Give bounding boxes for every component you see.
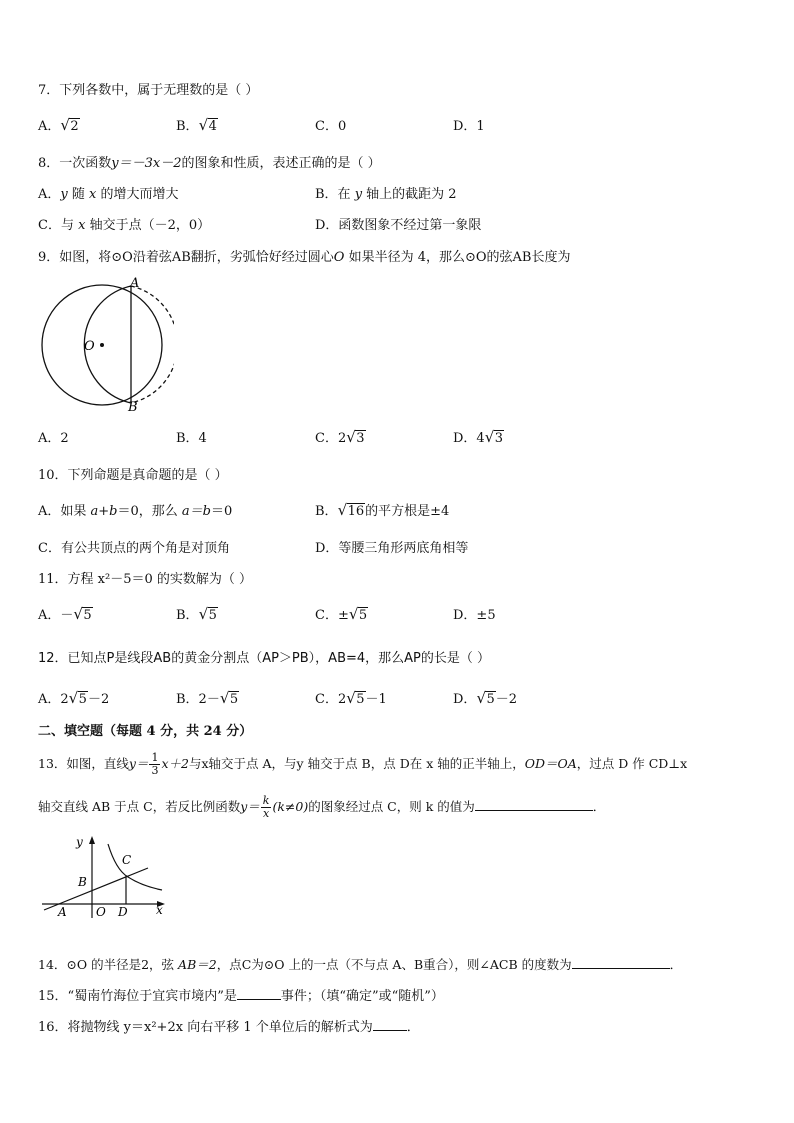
q8-option-c: C．与 x 轴交于点（－2，0） — [38, 218, 211, 233]
q9-label-a: A — [130, 276, 140, 291]
q10-stem: 10．下列命题是真命题的是（ ） — [38, 468, 228, 483]
q13-label-x: x — [156, 903, 163, 917]
q12-stem: 12．已知点P是线段AB的黄金分割点（AP＞PB），AB=4，那么AP的长是（ ） — [38, 651, 491, 666]
q12-option-a: A．2 √ 5－2 — [38, 689, 110, 707]
q8-stem: 8．一次函数y＝－3x－2的图象和性质，表述正确的是（ ） — [38, 156, 381, 171]
q15-answer-blank[interactable] — [237, 987, 281, 1000]
q10-option-b: B． √ 16的平方根是±4 — [315, 501, 450, 519]
q11-option-d: D．±5 — [453, 608, 496, 623]
q10-option-c: C．有公共顶点的两个角是对顶角 — [38, 541, 230, 556]
q9-stem: 9．如图，将⊙O沿着弦AB翻折，劣弧恰好经过圆心O 如果半径为 4，那么⊙O的弦AB长度为 — [38, 250, 571, 265]
q14-answer-blank[interactable] — [572, 956, 670, 969]
q13-line-1: 13．如图，直线y＝ $\frac{1}{3}$ x＋2与x轴交于点 A，与y 轴交于点 B，点 D在 x 轴的正半轴上，OD＝OA，过点 D 作 CD⊥x — [38, 751, 688, 777]
q11-option-b: B． √ 5 — [176, 605, 217, 623]
q10-option-d: D．等腰三角形两底角相等 — [315, 541, 469, 556]
section-2-heading: 二、填空题（每题 4 分，共 24 分） — [38, 724, 253, 739]
q9-option-d: D．4 √ 3 — [453, 428, 503, 446]
q12-option-c: C．2 √ 5－1 — [315, 689, 387, 707]
q11-option-c: C．± √ 5 — [315, 605, 368, 623]
q8-option-d: D．函数图象不经过第一象限 — [315, 218, 482, 233]
q9-label-o: O — [84, 339, 95, 354]
q8-option-a: A．y 随 x 的增大而增大 — [38, 187, 179, 202]
q9-option-c: C．2 √ 3 — [315, 428, 365, 446]
q13-label-y: y — [76, 835, 83, 849]
q13-label-c: C — [122, 853, 132, 867]
q13-label-o: O — [96, 905, 106, 919]
q15-line: 15．“蜀南竹海位于宜宾市境内”是 事件；（填“确定”或“随机”） — [38, 989, 444, 1004]
q13-line-2: 轴交直线 AB 于点 C，若反比例函数y＝ $\frac{k}{x}$ (k≠0)的图象经过点 C，则 k 的值为 ． — [38, 794, 606, 820]
q13-label-b: B — [78, 875, 87, 889]
q9-figure — [34, 276, 174, 416]
q9-option-b: B．4 — [176, 431, 207, 446]
q10-option-a: A．如果 a+b＝0，那么 a＝b＝0 — [38, 504, 233, 519]
q9-option-a: A．2 — [38, 431, 69, 446]
q9-label-b: B — [128, 400, 138, 415]
q16-answer-blank[interactable] — [373, 1018, 407, 1031]
q13-label-d: D — [118, 905, 128, 919]
q16-line: 16．将抛物线 y＝x²+2x 向右平移 1 个单位后的解析式为 ． — [38, 1020, 420, 1035]
q7-stem: 7．下列各数中，属于无理数的是（ ） — [38, 83, 259, 98]
q7-option-d: D．1 — [453, 119, 485, 134]
q7-option-b: B． √ 4 — [176, 116, 217, 134]
q13-figure — [38, 832, 170, 922]
q13-label-a: A — [58, 905, 67, 919]
q13-answer-blank[interactable] — [475, 798, 593, 811]
q12-option-d: D． √ 5－2 — [453, 689, 517, 707]
q8-option-b: B．在 y 轴上的截距为 2 — [315, 187, 457, 202]
q11-stem: 11．方程 x²－5＝0 的实数解为（ ） — [38, 572, 253, 587]
q7-option-a: A． √ 2 — [38, 116, 79, 134]
q7-option-c: C．0 — [315, 119, 347, 134]
q12-option-b: B．2－ √ 5 — [176, 689, 239, 707]
q14-line: 14．⊙O 的半径是2，弦 AB＝2，点C为⊙O 上的一点（不与点 A、B重合），则∠ACB 的度数为 ． — [38, 957, 683, 972]
q11-option-a: A．－ √ 5 — [38, 605, 92, 623]
